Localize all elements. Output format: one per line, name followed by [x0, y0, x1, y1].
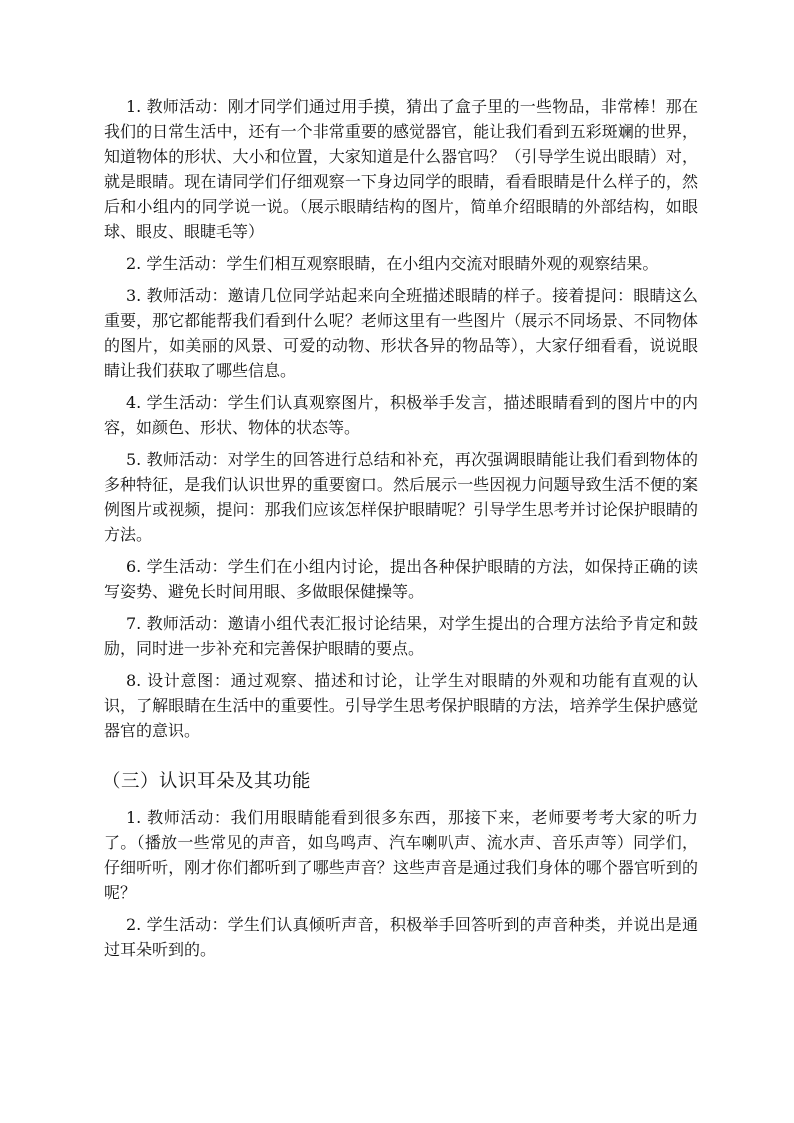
paragraph: 2. 学生活动：学生们认真倾听声音，积极举手回答听到的声音种类，并说出是通过耳朵听到的。 [104, 915, 698, 959]
paragraph: 1. 教师活动：刚才同学们通过用手摸，猜出了盒子里的一些物品，非常棒！那在我们的日常生活中，还有一个非常重要的感觉器官，能让我们看到五彩斑斓的世界，知道物体的形状、大小和位置，大家知道是什么器官吗？（引导学生说出眼睛）对，就是眼睛。现在请同学们仔细观察一下身边同学的眼睛，看看眼睛是什么样子的，然后和小组内的同学说一说。（展示眼睛结构的图片，简单介绍眼睛的外部结构，如眼球、眼皮、眼睫毛等） [104, 97, 698, 241]
eye-section [104, 94, 698, 743]
paragraph: 6. 学生活动：学生们在小组内讨论，提出各种保护眼睛的方法，如保持正确的读写姿势、避免长时间用眼、多做眼保健操等。 [104, 557, 698, 601]
paragraph: 4. 学生活动：学生们认真观察图片，积极举手发言，描述眼睛看到的图片中的内容，如颜色、形状、物体的状态等。 [104, 393, 698, 437]
section-heading: （三）认识耳朵及其功能 [102, 771, 312, 792]
paragraph: 3. 教师活动：邀请几位同学站起来向全班描述眼睛的样子。接着提问：眼睛这么重要，那它都能帮我们看到什么呢？老师这里有一些图片（展示不同场景、不同物体的图片，如美丽的风景、可爱的动物、形状各异的物品等），大家仔细看看，说说眼睛让我们获取了哪些信息。 [104, 286, 698, 380]
paragraph: 7. 教师活动：邀请小组代表汇报讨论结果，对学生提出的合理方法给予肯定和鼓励，同时进一步补充和完善保护眼睛的要点。 [104, 614, 698, 658]
paragraph: 2. 学生活动：学生们相互观察眼睛，在小组内交流对眼睛外观的观察结果。 [126, 254, 659, 273]
paragraph: 1. 教师活动：我们用眼睛能看到很多东西，那接下来，老师要考考大家的听力了。（播放一些常见的声音，如鸟鸣声、汽车喇叭声、流水声、音乐声等）同学们，仔细听听，刚才你们都听到了哪些声音？这些声音是通过我们身体的哪个器官听到的呢？ [104, 808, 698, 902]
paragraph: 8. 设计意图：通过观察、描述和讨论，让学生对眼睛的外观和功能有直观的认识，了解眼睛在生活中的重要性。引导学生思考保护眼睛的方法，培养学生保护感觉器官的意识。 [104, 671, 698, 740]
ear-section [104, 769, 698, 962]
paragraph: 5. 教师活动：对学生的回答进行总结和补充，再次强调眼睛能让我们看到物体的多种特征，是我们认识世界的重要窗口。然后展示一些因视力问题导致生活不便的案例图片或视频，提问：那我们应该怎样保护眼睛呢？引导学生思考并讨论保护眼睛的方法。 [104, 450, 698, 544]
